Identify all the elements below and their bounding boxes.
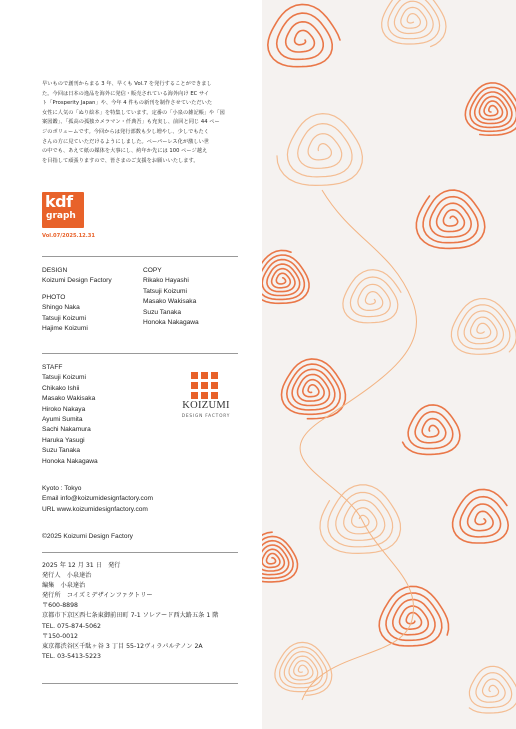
pub-line: 〒600-8898	[42, 602, 78, 610]
kdf-graph-logo	[42, 192, 84, 228]
copy-heading: COPY	[143, 267, 162, 274]
intro-line: を目指して頑張りますので、皆さまのご支援をお願いいたします。	[42, 157, 199, 164]
staff-name: Sachi Nakamura	[42, 426, 91, 434]
staff-name: Ayumi Sumita	[42, 416, 83, 424]
koizumi-logo-name: KOIZUMI	[182, 400, 230, 411]
divider	[42, 683, 238, 684]
staff-name: Hiroko Nakaya	[42, 405, 86, 413]
koizumi-logo-subtitle: DESIGN FACTORY	[181, 414, 231, 419]
intro-line: た。今回は日本の逸品を海外に発信・販売されている海外向け EC サイ	[42, 90, 210, 97]
pub-line: 発行人 小泉達治	[42, 572, 92, 580]
divider	[42, 256, 238, 257]
divider	[42, 552, 238, 553]
intro-line: 女性に人気の「ぬり絵本」を特集しています。定番の「小泉の雑記帳」や「図	[42, 109, 225, 116]
rose-swirl	[416, 190, 484, 248]
rose-swirl	[403, 405, 460, 455]
staff-name: Masako Wakisaka	[42, 395, 96, 403]
copy-name: Tatsuji Koizumi	[143, 287, 187, 295]
intro-line: の中でも、あえて紙の媒体を大事にし、約年か先には 100 ページ越え	[42, 148, 208, 155]
swirl-illustration	[262, 0, 516, 729]
divider	[42, 353, 238, 354]
website-url: URL www.koizumidesignfactory.com	[42, 505, 148, 513]
location: Kyoto : Tokyo	[42, 485, 82, 492]
contact-block	[42, 484, 153, 515]
intro-line: さんの方に見ていただけるようにしました。ペーパーレス化が激しい世	[42, 138, 210, 145]
photo-name: Tatsuji Koizumi	[42, 314, 86, 322]
rose-swirl	[379, 586, 448, 646]
intro-line: 案図鑑」、「孤高の孤独カメラマン・仟典吾」も充実し、前回と同じ 44 ペー	[42, 119, 220, 126]
copy-name: Honoka Nakagawa	[143, 319, 199, 327]
copyright-block	[42, 532, 133, 542]
rose-swirl	[465, 83, 516, 135]
design-name: Koizumi Design Factory	[42, 277, 112, 285]
rose-swirl	[451, 299, 516, 355]
rose-swirl	[262, 532, 298, 582]
design-heading: DESIGN	[42, 267, 68, 274]
rose-swirl	[343, 270, 401, 323]
logo-graph-text: graph	[46, 211, 76, 221]
rose-swirl	[382, 0, 446, 47]
rose-swirl	[320, 485, 401, 554]
staff-heading: STAFF	[42, 364, 63, 371]
intro-line: 早いもので創刊からまる 3 年、早くも Vol.7 を発行することができまし	[42, 81, 212, 87]
rose-swirl	[453, 489, 509, 543]
staff-name: Chikako Ishii	[42, 384, 80, 392]
rose-swirl	[262, 250, 309, 303]
photo-name: Hajime Koizumi	[42, 325, 88, 333]
copy-name: Rikako Hayashi	[143, 277, 189, 285]
pub-line: 発行所 コイズミデザインファクトリー	[42, 592, 153, 600]
staff-name: Suzu Tanaka	[42, 447, 81, 455]
copy-name: Masako Wakisaka	[143, 298, 197, 306]
staff-name: Haruka Yasugi	[42, 436, 85, 444]
email: Email info@koizumidesignfactory.com	[42, 495, 154, 503]
pub-line: 2025 年 12 月 31 日 発行	[42, 562, 121, 569]
photo-heading: PHOTO	[42, 293, 66, 301]
rose-swirl	[268, 4, 340, 66]
copy-name: Suzu Tanaka	[143, 308, 182, 316]
pub-line: TEL. 03-5413-5223	[42, 652, 101, 660]
orange-swirl-pattern	[262, 0, 516, 729]
pub-line: 京都市下京区西七条東御前田町 7-1 ソレアード西大路五条 1 階	[42, 612, 219, 620]
copyright: ©2025 Koizumi Design Factory	[42, 533, 133, 540]
credits-right	[143, 266, 199, 328]
koizumi-logo-mark	[191, 372, 219, 400]
photo-name: Shingo Naka	[42, 304, 80, 312]
rose-swirl	[469, 666, 516, 713]
pub-line: TEL. 075-874-5062	[42, 622, 101, 630]
rose-swirl	[275, 642, 332, 695]
staff-name: Tatsuji Koizumi	[42, 374, 86, 382]
rose-swirl	[282, 359, 346, 419]
rose-swirl	[277, 114, 362, 186]
intro-text	[42, 80, 248, 166]
logo-kdf-text: kdf	[45, 192, 73, 211]
staff-list	[42, 363, 98, 467]
pub-line: 〒150-0012	[42, 632, 78, 640]
pub-line: 編集 小泉達治	[42, 582, 86, 590]
publication-info	[42, 561, 218, 662]
intro-line: ト「Prosperity Japan」や、今年 4 件もの新刊を制作させていただいた	[42, 100, 213, 107]
intro-line: ジのボリュームです。今回からは発行部数も少し増やし、少しでもたく	[42, 128, 210, 135]
volume-date: Vol.07/2025.12.31	[42, 233, 95, 239]
pub-line: 東京都渋谷区千駄ヶ谷 3 丁目 55-12ヴィラパルテノン 2A	[42, 642, 203, 650]
staff-name: Honoka Nakagawa	[42, 457, 98, 465]
credits-left	[42, 266, 112, 334]
